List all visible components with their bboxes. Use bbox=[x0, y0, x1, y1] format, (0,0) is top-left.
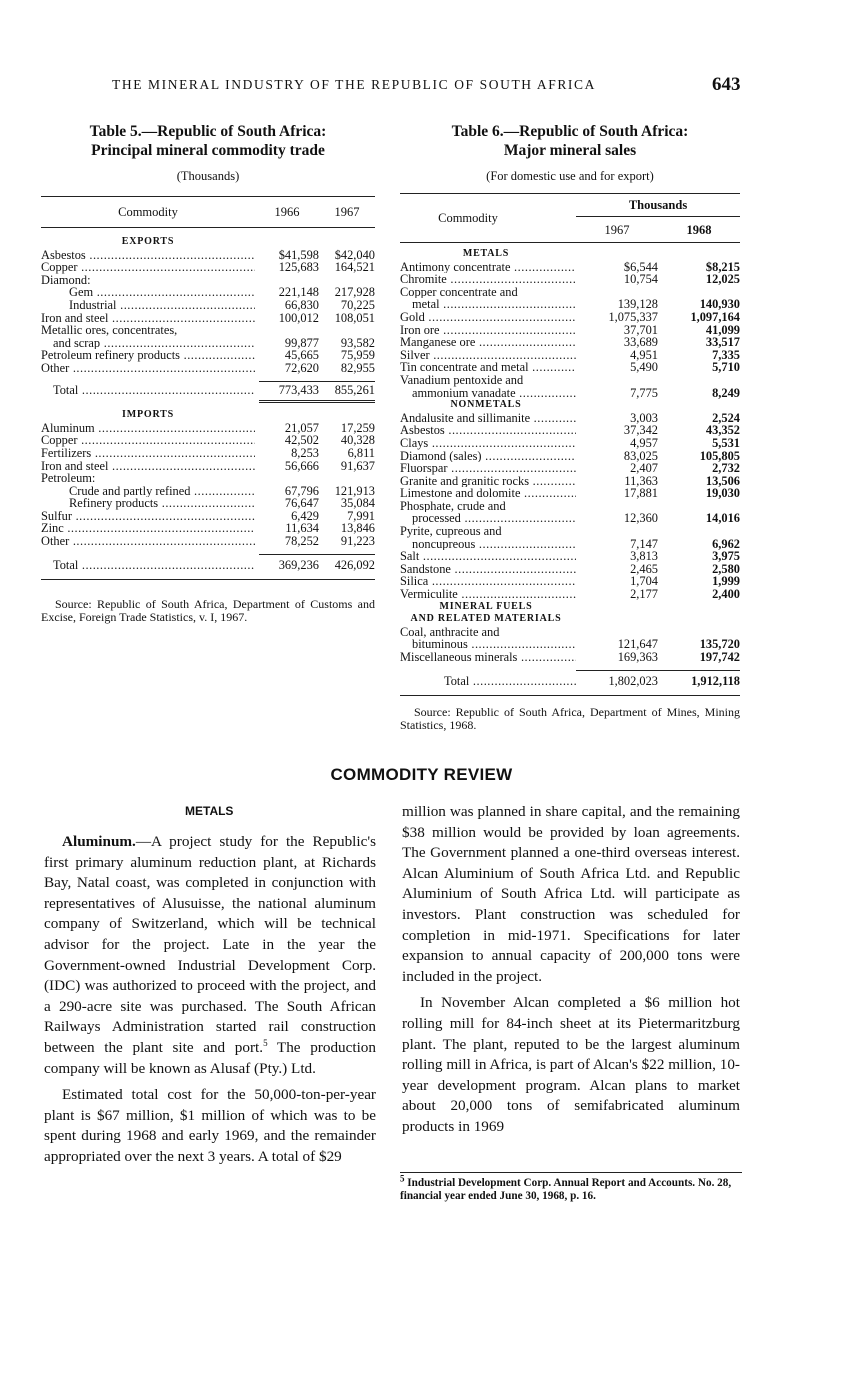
table-6-section-label: MINERAL FUELS bbox=[439, 600, 533, 612]
table-6-row bbox=[400, 412, 740, 425]
table-5-import-label: Petroleum: bbox=[41, 472, 96, 485]
table-6-header-row bbox=[400, 194, 740, 242]
table-5-import-row bbox=[41, 522, 375, 535]
table-6-value-1: $6,544 bbox=[623, 259, 658, 274]
table-5-imports bbox=[41, 422, 375, 548]
table-6-label: Antimony concentrate ..... bbox=[400, 261, 576, 274]
table-6-value-1: 12,360 bbox=[623, 511, 658, 526]
table-5-export-label: Other ..... bbox=[41, 362, 255, 375]
table-5-import-row bbox=[41, 472, 375, 485]
table-5-export-label: Gem ..... bbox=[41, 286, 255, 299]
table-6-label: Pyrite, cupreous and bbox=[400, 525, 502, 538]
table-5-export-row bbox=[41, 362, 375, 375]
table-5-imports-label: IMPORTS bbox=[122, 409, 174, 421]
table-6-value-2: 105,805 bbox=[699, 448, 740, 463]
table-6-row bbox=[400, 374, 740, 387]
table-6-value-1: 37,342 bbox=[623, 423, 658, 438]
table-5-export-label: Diamond: bbox=[41, 273, 91, 287]
alcan-paragraph: In November Alcan completed a $6 million hot rolling mill for 84-inch sheet at its Pietermaritzburg plant. The plant, reputed to be the largest aluminum rolling mill in Africa, is part of Alcan's $22 million, 10-year development program. Alcan plans to market about 20,000 tons of semifabricated aluminum products in 1969 bbox=[402, 994, 740, 1135]
table-5 bbox=[41, 122, 375, 624]
table-6-row bbox=[400, 349, 740, 362]
table-6-row bbox=[400, 651, 740, 664]
table-5-import-label: Refinery products ..... bbox=[41, 497, 255, 510]
table-6-label: Granite and granitic rocks ..... bbox=[400, 475, 576, 488]
table-5-title-line1: Table 5.—Republic of South Africa: bbox=[89, 123, 327, 140]
table-5-export-value-2: 70,225 bbox=[340, 297, 375, 312]
table-6-label: Clays ..... bbox=[400, 437, 576, 450]
table-6-row bbox=[400, 575, 740, 588]
table-5-import-value-2: 6,811 bbox=[347, 445, 375, 460]
table-5-import-value-2: 121,913 bbox=[334, 483, 375, 498]
table-5-import-row bbox=[41, 510, 375, 523]
table-5-export-row bbox=[41, 286, 375, 299]
table-5-export-label: and scrap ..... bbox=[41, 337, 255, 350]
table-6-value-2: 6,962 bbox=[712, 536, 740, 551]
table-6-value-2: 41,099 bbox=[705, 322, 740, 337]
table-6-value-1: 7,147 bbox=[630, 536, 658, 551]
table-5-import-label: Sulfur ..... bbox=[41, 510, 255, 523]
table-6-row bbox=[400, 563, 740, 576]
table-6-total-row bbox=[400, 675, 740, 688]
table-6-col-1967: 1967 bbox=[604, 223, 630, 237]
footnote-text: Industrial Development Corp. Annual Report and Accounts. No. 28, financial year ended June 30, 1968, p. 16. bbox=[400, 1177, 732, 1202]
aluminum-text-end: The production company will be known as Alusaf (Pty.) Ltd. bbox=[44, 1038, 376, 1077]
table-6-value-1: 17,881 bbox=[623, 486, 658, 501]
table-5-export-value-1: 72,620 bbox=[284, 360, 319, 375]
table-6-label: Diamond (sales) ..... bbox=[400, 450, 576, 463]
table-6-row bbox=[400, 550, 740, 563]
table-5-import-row bbox=[41, 485, 375, 498]
table-6-value-2: 13,506 bbox=[705, 473, 740, 488]
table-5-import-label: Iron and steel ..... bbox=[41, 460, 255, 473]
table-5-import-row bbox=[41, 447, 375, 460]
table-6-label: Chromite ..... bbox=[400, 273, 576, 286]
table-5-export-value-2: 217,928 bbox=[334, 285, 375, 300]
table-5-exports-total-1967: 855,261 bbox=[334, 382, 375, 397]
table-6-row bbox=[400, 500, 740, 513]
table-5-import-value-2: 91,637 bbox=[340, 458, 375, 473]
table-5-export-row bbox=[41, 312, 375, 325]
table-5-import-label: Fertilizers ..... bbox=[41, 447, 255, 460]
table-6-value-2: 3,975 bbox=[712, 549, 740, 564]
table-5-export-value-2: 93,582 bbox=[340, 335, 375, 350]
right-column bbox=[402, 802, 740, 1138]
table-6-row bbox=[400, 487, 740, 500]
table-5-export-value-1: 221,148 bbox=[278, 285, 319, 300]
running-title: THE MINERAL INDUSTRY OF THE REPUBLIC OF SOUTH AFRICA bbox=[112, 77, 596, 92]
table-6-label: Copper concentrate and bbox=[400, 285, 518, 299]
table-6-total-label: Total ..... bbox=[400, 675, 576, 688]
aluminum-paragraph bbox=[44, 832, 376, 1079]
table-5-col-1967: 1967 bbox=[334, 205, 360, 219]
table-5-import-value-1: 76,647 bbox=[284, 496, 319, 511]
table-6-value-2: 197,742 bbox=[699, 650, 740, 664]
table-5-export-row bbox=[41, 274, 375, 287]
table-5-export-row bbox=[41, 261, 375, 274]
table-5-import-label: Crude and partly refined ..... bbox=[41, 485, 255, 498]
table-6-value-1: 2,407 bbox=[630, 461, 658, 476]
table-5-import-label: Other ..... bbox=[41, 535, 255, 548]
table-6-value-2: 5,531 bbox=[712, 435, 740, 450]
table-6-row bbox=[400, 538, 740, 551]
table-5-import-value-2: 35,084 bbox=[340, 496, 375, 511]
table-6 bbox=[400, 122, 740, 732]
footnote-mark: 5 bbox=[400, 1173, 405, 1184]
table-6-label: Gold ..... bbox=[400, 311, 576, 324]
table-6-value-1: 139,128 bbox=[617, 297, 658, 312]
table-6-value-2: 140,930 bbox=[699, 297, 740, 312]
table-6-label: noncupreous ..... bbox=[400, 538, 576, 551]
table-5-imports-total-1967: 426,092 bbox=[334, 557, 375, 572]
table-6-row bbox=[400, 324, 740, 337]
table-5-export-row bbox=[41, 337, 375, 350]
table-6-value-2 bbox=[658, 525, 740, 538]
table-6-row bbox=[400, 273, 740, 286]
table-6-title bbox=[400, 122, 740, 160]
table-6-value-1 bbox=[576, 374, 658, 387]
table-5-export-value-1: 100,012 bbox=[278, 310, 319, 325]
table-6-source: Source: Republic of South Africa, Department of Mines, Mining Statistics, 1968. bbox=[400, 705, 740, 732]
table-5-exports-total-1966: 773,433 bbox=[278, 382, 319, 397]
table-6-value-2: 135,720 bbox=[699, 637, 740, 652]
aluminum-text: —A project study for the Republic's first primary aluminum reduction plant, at Richards Bay, Natal coast, was completed in conjunction with representatives of Alusuisse, the national aluminum company of Switzerland, which will be technical advisor for the project. Late in the year the Government-owned Industrial Development Corp. (IDC) was authorized to proceed with the project, and a 290-acre site was purchased. The South African Railways Administration started rail construction between the plant site and port. bbox=[44, 833, 376, 1056]
table-6-value-2: 2,524 bbox=[712, 410, 740, 425]
table-6-value-1: 169,363 bbox=[617, 650, 658, 664]
table-6-row bbox=[400, 512, 740, 525]
table-6-row bbox=[400, 387, 740, 400]
table-6-col-commodity: Commodity bbox=[438, 210, 498, 225]
table-5-import-value-2: 7,991 bbox=[347, 508, 375, 523]
table-6-row bbox=[400, 261, 740, 274]
table-5-col-1966: 1966 bbox=[274, 205, 300, 219]
table-6-section-label: METALS bbox=[462, 248, 510, 259]
page-number: 643 bbox=[712, 74, 741, 95]
aluminum-lead: Aluminum. bbox=[62, 833, 136, 850]
table-6-section-label: NONMETALS bbox=[450, 399, 522, 411]
table-5-subtitle: (Thousands) bbox=[176, 169, 240, 183]
table-5-import-value-1: 67,796 bbox=[284, 483, 319, 498]
table-5-export-label: Metallic ores, concentrates, bbox=[41, 324, 178, 337]
table-6-row bbox=[400, 336, 740, 349]
table-6-value-1: 83,025 bbox=[623, 448, 658, 463]
table-6-label: Salt ..... bbox=[400, 550, 576, 563]
table-5-exports-label: EXPORTS bbox=[121, 236, 175, 247]
table-6-col-group: Thousands bbox=[576, 194, 740, 217]
table-6-label: Vermiculite ..... bbox=[400, 588, 576, 601]
table-6-title-line2: Major mineral sales bbox=[503, 142, 637, 159]
table-5-export-row bbox=[41, 249, 375, 262]
table-6-label: Miscellaneous minerals ..... bbox=[400, 651, 576, 664]
table-6-row bbox=[400, 626, 740, 639]
table-6-label: Asbestos ..... bbox=[400, 424, 576, 437]
table-6-value-2: 14,016 bbox=[705, 511, 740, 526]
table-6-label: Sandstone ..... bbox=[400, 563, 576, 576]
table-6-value-1: 11,363 bbox=[624, 473, 658, 488]
table-6-label: bituminous ..... bbox=[400, 638, 576, 651]
table-6-value-1: 10,754 bbox=[623, 272, 658, 287]
table-6-label: ammonium vanadate ..... bbox=[400, 387, 576, 400]
table-6-label: Iron ore ..... bbox=[400, 324, 576, 337]
table-6-row bbox=[400, 437, 740, 450]
table-5-exports bbox=[41, 249, 375, 375]
table-5-import-label: Zinc ..... bbox=[41, 522, 255, 535]
table-5-export-value-2: 75,959 bbox=[340, 348, 375, 363]
table-6-title-line1: Table 6.—Republic of South Africa: bbox=[451, 123, 689, 140]
table-6-row bbox=[400, 462, 740, 475]
table-6-row bbox=[400, 361, 740, 374]
table-5-export-row bbox=[41, 324, 375, 337]
table-6-row bbox=[400, 298, 740, 311]
cost-paragraph: Estimated total cost for the 50,000-ton-per-year plant is $67 million, $1 million of which was to be spent during 1968 and early 1969, and the remainder appropriated over the next 3 years. A total of $29 bbox=[44, 1086, 376, 1165]
table-5-import-row bbox=[41, 535, 375, 548]
table-5-exports-total-label: Total ..... bbox=[41, 384, 255, 397]
table-5-import-value-1: 78,252 bbox=[284, 534, 319, 549]
table-6-row bbox=[400, 588, 740, 601]
table-5-import-label: Aluminum ..... bbox=[41, 422, 255, 435]
table-6-value-1: 1,704 bbox=[630, 574, 658, 589]
table-6-label: Andalusite and sillimanite ..... bbox=[400, 412, 576, 425]
footnote bbox=[400, 1172, 742, 1202]
table-5-export-row bbox=[41, 349, 375, 362]
table-5-header-row bbox=[41, 197, 375, 227]
continued-paragraph: million was planned in share capital, and the remaining $38 million would be provided by loan agreements. The Government planned a one-third overseas interest. Alcan Aluminium of South Africa Ltd. and Republic Aluminium of South Africa Ltd. will participate as investors. Plant construction was scheduled for completion in mid-1971. Specifications for later expansion to annual capacity of 200,000 tons were included in the project. bbox=[402, 803, 740, 985]
table-5-import-row bbox=[41, 434, 375, 447]
table-5-exports-total-row bbox=[41, 384, 375, 397]
table-6-label: Silver ..... bbox=[400, 349, 576, 362]
table-6-value-1: 5,490 bbox=[630, 360, 658, 375]
table-6-body bbox=[400, 248, 740, 664]
table-6-value-2: 1,999 bbox=[712, 574, 740, 589]
table-6-value-2 bbox=[658, 374, 740, 387]
section-heading: COMMODITY REVIEW bbox=[330, 765, 513, 784]
left-column bbox=[44, 832, 376, 1168]
table-5-col-commodity: Commodity bbox=[118, 205, 178, 219]
table-6-label: Fluorspar ..... bbox=[400, 462, 576, 475]
table-5-import-row bbox=[41, 422, 375, 435]
table-6-label: Phosphate, crude and bbox=[400, 499, 506, 513]
table-5-import-value-2 bbox=[319, 472, 375, 485]
table-5-export-value-1 bbox=[255, 324, 319, 337]
running-header bbox=[0, 74, 843, 104]
table-5-export-label: Iron and steel ..... bbox=[41, 312, 255, 325]
table-5-export-value-2: 82,955 bbox=[340, 360, 375, 375]
table-6-value-1: 1,075,337 bbox=[608, 309, 658, 324]
table-6-label: Tin concentrate and metal ..... bbox=[400, 361, 576, 374]
table-6-value-2: 2,400 bbox=[712, 587, 740, 602]
table-6-value-2: $8,215 bbox=[705, 259, 740, 274]
table-6-total-1967: 1,802,023 bbox=[608, 673, 658, 688]
table-5-title bbox=[41, 122, 375, 160]
table-6-value-1: 4,951 bbox=[630, 347, 658, 362]
table-5-export-value-2 bbox=[319, 324, 375, 337]
table-5-export-label: Asbestos ..... bbox=[41, 249, 255, 262]
table-6-label: Manganese ore ..... bbox=[400, 336, 576, 349]
table-5-export-row bbox=[41, 299, 375, 312]
table-6-col-1968: 1968 bbox=[686, 223, 712, 237]
table-5-imports-total-1966: 369,236 bbox=[278, 557, 319, 572]
table-6-value-1: 2,465 bbox=[630, 561, 658, 576]
table-5-import-row bbox=[41, 497, 375, 510]
table-6-value-2: 43,352 bbox=[705, 423, 740, 438]
table-5-import-value-1: 8,253 bbox=[291, 445, 319, 460]
table-6-value-1: 4,957 bbox=[630, 435, 658, 450]
table-5-import-row bbox=[41, 460, 375, 473]
table-5-export-value-2: 108,051 bbox=[334, 310, 375, 325]
table-6-value-2: 5,710 bbox=[712, 360, 740, 375]
table-5-export-value-1: 125,683 bbox=[278, 260, 319, 275]
table-5-export-label: Copper ..... bbox=[41, 261, 255, 274]
table-6-value-1: 7,775 bbox=[630, 385, 658, 400]
table-5-export-value-2: $42,040 bbox=[334, 247, 375, 262]
table-6-value-1: 3,813 bbox=[630, 549, 658, 564]
table-6-row bbox=[400, 638, 740, 651]
table-5-import-value-2: 17,259 bbox=[340, 420, 375, 435]
table-5-export-label: Industrial ..... bbox=[41, 299, 255, 312]
table-6-value-1: 121,647 bbox=[617, 637, 658, 652]
table-6-row bbox=[400, 424, 740, 437]
table-5-import-value-1: 21,057 bbox=[284, 420, 319, 435]
table-5-title-line2: Principal mineral commodity trade bbox=[91, 142, 325, 159]
table-6-row bbox=[400, 525, 740, 538]
table-6-value-1 bbox=[576, 525, 658, 538]
table-6-total-1968: 1,912,118 bbox=[691, 673, 740, 688]
table-6-row bbox=[400, 286, 740, 299]
table-6-row bbox=[400, 450, 740, 463]
table-5-export-value-1: 45,665 bbox=[284, 348, 319, 363]
table-6-label: Limestone and dolomite ..... bbox=[400, 487, 576, 500]
table-5-import-value-1: 56,666 bbox=[284, 458, 319, 473]
table-5-import-value-2: 40,328 bbox=[340, 433, 375, 448]
table-6-value-2: 8,249 bbox=[712, 385, 740, 400]
table-5-import-value-2: 91,223 bbox=[340, 534, 375, 549]
table-5-import-value-1 bbox=[255, 472, 319, 485]
table-6-subtitle: (For domestic use and for export) bbox=[486, 169, 654, 183]
table-6-row bbox=[400, 311, 740, 324]
table-6-value-1: 33,689 bbox=[623, 335, 658, 350]
table-5-export-value-1: $41,598 bbox=[278, 247, 319, 262]
table-6-value-2: 19,030 bbox=[705, 486, 740, 501]
table-6-value-2: 2,580 bbox=[712, 561, 740, 576]
table-5-import-value-2: 13,846 bbox=[340, 521, 375, 536]
table-6-label: Silica ..... bbox=[400, 575, 576, 588]
table-6-value-1: 3,003 bbox=[630, 410, 658, 425]
table-6-value-1: 2,177 bbox=[630, 587, 658, 602]
table-5-import-value-1: 6,429 bbox=[291, 508, 319, 523]
table-5-export-label: Petroleum refinery products ..... bbox=[41, 349, 255, 362]
table-5-import-value-1: 11,634 bbox=[285, 521, 319, 536]
table-6-value-2: 12,025 bbox=[705, 272, 740, 287]
subsection-heading: METALS bbox=[185, 804, 234, 818]
table-5-export-value-1: 66,830 bbox=[284, 297, 319, 312]
table-6-value-2: 2,732 bbox=[712, 461, 740, 476]
table-5-imports-total-row bbox=[41, 559, 375, 572]
table-6-row bbox=[400, 475, 740, 488]
table-5-imports-total-label: Total ..... bbox=[41, 559, 255, 572]
table-6-label: metal ..... bbox=[400, 298, 576, 311]
table-6-value-1: 37,701 bbox=[623, 322, 658, 337]
table-6-value-2: 1,097,164 bbox=[690, 309, 740, 324]
footnote-ref: 5 bbox=[263, 1037, 268, 1048]
table-6-value-2: 7,335 bbox=[712, 347, 740, 362]
table-5-import-label: Copper ..... bbox=[41, 434, 255, 447]
table-6-label: processed ..... bbox=[400, 512, 576, 525]
table-5-export-value-2: 164,521 bbox=[334, 260, 375, 275]
table-6-section-label: AND RELATED MATERIALS bbox=[410, 613, 562, 625]
table-5-import-value-1: 42,502 bbox=[284, 433, 319, 448]
table-6-label: Vanadium pentoxide and bbox=[400, 373, 524, 387]
table-6-value-2: 33,517 bbox=[705, 335, 740, 350]
table-5-export-value-1: 99,877 bbox=[284, 335, 319, 350]
table-6-label: Coal, anthracite and bbox=[400, 625, 500, 639]
table-5-source: Source: Republic of South Africa, Department of Customs and Excise, Foreign Trade Statistics, v. I, 1967. bbox=[41, 597, 375, 625]
